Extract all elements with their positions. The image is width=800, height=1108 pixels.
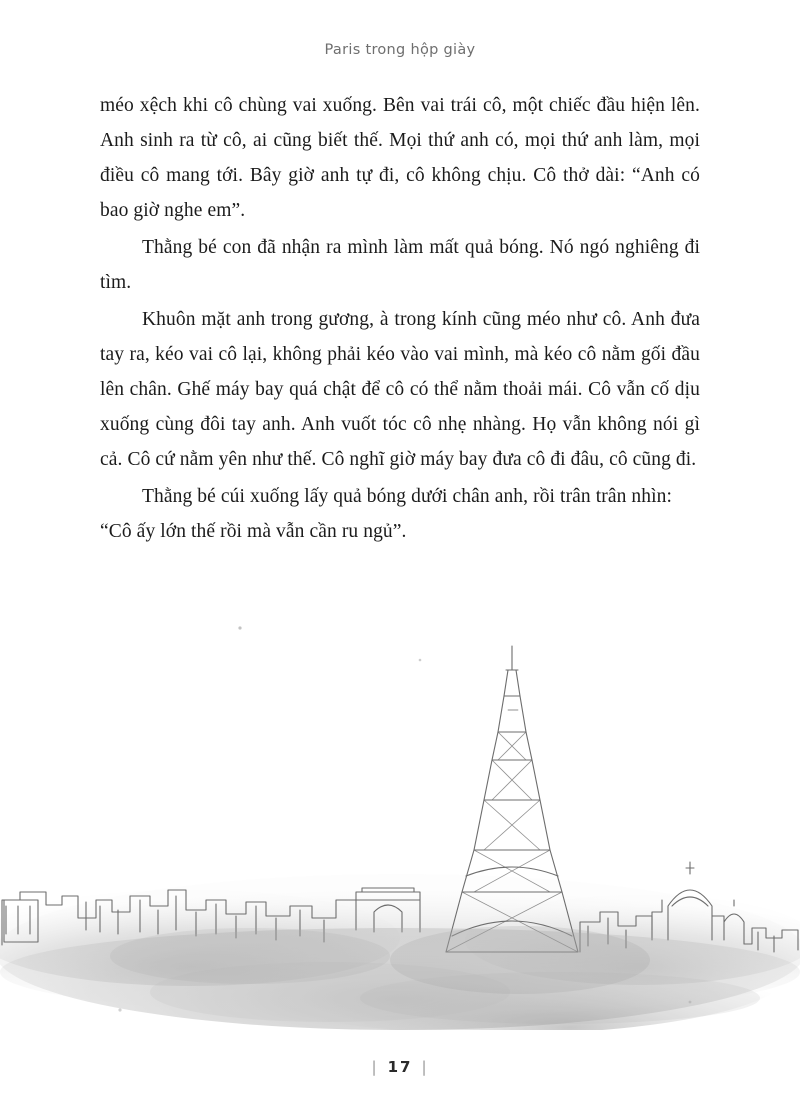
body-text (100, 88, 700, 551)
page-number-value: 17 (387, 1058, 413, 1076)
paris-skyline-svg (0, 600, 800, 1030)
paragraph: méo xệch khi cô chùng vai xuống. Bên vai trái cô, một chiếc đầu hiện lên. Anh sinh ra từ cô, ai cũng biết thế. Mọi thứ anh có, mọi thứ anh làm, mọi điều cô mang tới. Bây giờ anh tự đi, cô không chịu. Cô thở dài: “Anh có bao giờ nghe em”. (100, 95, 700, 221)
paragraph: Khuôn mặt anh trong gương, à trong kính cũng méo như cô. Anh đưa tay ra, kéo vai cô lại, không phải kéo vào vai mình, mà kéo cô nằm gối đầu lên chân. Ghế máy bay quá chật để cô có thể nằm thoải mái. Cô vẫn cố dịu xuống cùng đôi tay anh. Anh vuốt tóc cô nhẹ nhàng. Họ vẫn không nói gì cả. Cô cứ nằm yên như thế. Cô nghĩ giờ máy bay đưa cô đi đâu, cô cũng đi. (100, 309, 700, 470)
page-number-right-rule: | (421, 1058, 429, 1076)
page-number-left-rule: | (371, 1058, 379, 1076)
running-head: Paris trong hộp giày (324, 42, 476, 58)
paragraph: Thằng bé con đã nhận ra mình làm mất quả bóng. Nó ngó nghiêng đi tìm. (100, 237, 700, 293)
paris-skyline-illustration (0, 600, 800, 1030)
page-number (0, 1058, 800, 1076)
paragraph: Thằng bé cúi xuống lấy quả bóng dưới chân anh, rồi trân trân nhìn: “Cô ấy lớn thế rồi mà vẫn cần ru ngủ”. (100, 486, 673, 542)
